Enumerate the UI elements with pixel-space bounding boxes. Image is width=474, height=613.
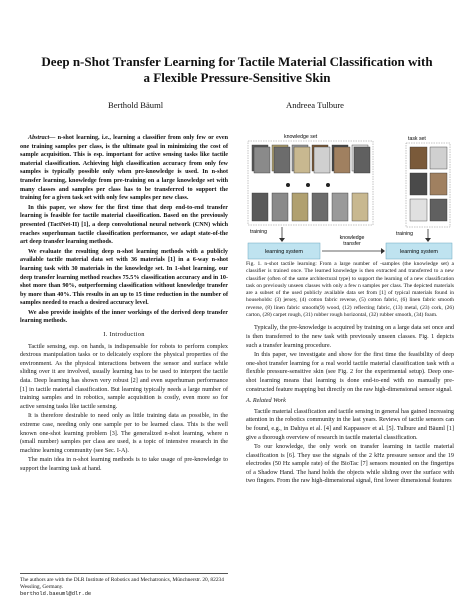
dot-2 bbox=[306, 183, 310, 187]
left-column bbox=[20, 134, 228, 475]
knowledge-set-label: knowledge set bbox=[284, 134, 318, 140]
title-line-1: Deep n-Shot Transfer Learning for Tactile Material Classification with bbox=[41, 54, 433, 69]
abstract-p2: In this paper, we show for the first time that deep end-to-end transfer learning is feasible for tactile material classification. Based on the previously presented (TactNet-II) [1], a deep convolutional neural network (CNN) which reaches superhuman tactile classification performance, we adapt state-of-the art deep transfer learning methods. bbox=[20, 204, 228, 246]
material-tile bbox=[314, 147, 330, 173]
title-line-2: a Flexible Pressure-Sensitive Skin bbox=[143, 70, 331, 85]
intro-p3: The main idea in n-shot learning methods is to take usage of pre-knowledge to support the learning task at hand. bbox=[20, 457, 228, 472]
subsection-related-work: A. Related Work bbox=[246, 398, 286, 405]
intro-p2: It is therefore desirable to need only as little training data as possible, in the extreme case, needing only one sample per to be learned class. This is the well known one-shot learning problem [3]. The generalized n-shot learning, where n (small number) samples per class are used, is a topic of intensive research in the machine learning community (see Sec. I-A). bbox=[20, 413, 228, 454]
right-p3: Tactile material classification and tactile sensing in general has gained increasing attention in the robotics community in the last years. Reviews of tactile sensors can be found, e.g., in Dahiya et al. [4] and Kappassov et al. [5]. Tulbure and Bäuml [1] give a thorough overview of research in tactile material classification. bbox=[246, 408, 454, 441]
figure-1-caption: Fig. 1. n-shot tactile learning: From a large number of -samples (the knowledge set) a classifier is trained once. The learned knowledge is then extracted and transferred to a new classifier (often of the same architectural type) to support the learning of a new classification task on previously unseen classes with only a few n samples per class. The depicted materials are a subset of the used publicly available data set from [1] of typical materials found in households: (3) jersey, (4) cotton fabric reverse, (5) cotton fabric, (6) linen fabric smooth reverse, (8) linen fabric smooth(9) wood, (12) reflecting fabric, (13) metal, (23) cork, (26) carton, (28) carpet rough, (31) rubber rough horizontal, (32) rubber smooth, (34) foam. bbox=[246, 261, 454, 319]
learning-system-label-left: learning system bbox=[265, 249, 303, 255]
right-p4: To our knowledge, the only work on transfer learning in tactile material classification is [6]. They use the signals of the 2 kHz pressure sensor and the 19 electrodes (50 Hz sample rate) of the BioTac [7] sensors mounted on the fingertips of a Shadow Hand. The hand holds the objects while sliding over the surface with two fingers. From the raw high-dimensional signal, first lower dimensional features bbox=[246, 444, 454, 485]
material-tile bbox=[430, 173, 447, 195]
material-tile bbox=[312, 193, 328, 221]
abstract-p4: We also provide insights of the inner workings of the derived deep transfer learning methods. bbox=[20, 309, 228, 325]
material-tile bbox=[430, 147, 447, 169]
material-tile bbox=[410, 199, 427, 221]
material-tile bbox=[334, 147, 350, 173]
abstract-p1 bbox=[20, 134, 228, 203]
knowledge-transfer-label-1: knowledge bbox=[339, 235, 365, 241]
figure-1-diagram bbox=[246, 133, 454, 261]
figure-1 bbox=[246, 133, 454, 261]
training-label-right: training bbox=[396, 231, 414, 237]
material-tile bbox=[410, 173, 427, 195]
dot-1 bbox=[286, 183, 290, 187]
material-tile bbox=[430, 199, 447, 221]
material-tile bbox=[254, 147, 270, 173]
footnote-email: berthold.baeuml@dlr.de bbox=[20, 591, 92, 597]
material-tile bbox=[252, 193, 268, 221]
material-tile bbox=[410, 147, 427, 169]
footnote-affiliation: The authors are with the DLR Institute of Robotics and Mechatronics, Münchnerstr. 20, 82234 Wessling, Germany. bbox=[20, 577, 224, 590]
intro-p1: Tactile sensing, esp. on hands, is indispensable for robots to perform complex dextrous manipulation tasks or to delicately explore the physical properties of the environment. As the physical interactions between the sensor and surface while sliding over it are involved, usually learning has to be used to interpret the tactile data. Deep learning has shown very robust [2] and even superhuman performance [1] in tactile material classification. But learning typically needs a large number of training samples and in robotics, sample acquisition is costly, even more so for active sensing tasks like tactile sensing. bbox=[20, 343, 228, 410]
material-tile bbox=[332, 193, 348, 221]
material-tile bbox=[294, 147, 310, 173]
right-p1: Typically, the pre-knowledge is acquired by training on a large data set once and is then transferred to the new task with previously unseen classes. Fig. 1 depicts such a transfer learning procedure. bbox=[246, 325, 454, 349]
right-column bbox=[246, 133, 454, 487]
material-tile bbox=[272, 193, 288, 221]
material-tiles bbox=[252, 145, 447, 221]
right-p2: In this paper, we investigate and show for the first time the feasibility of deep one-shot transfer learning for a real world tactile material classification task with a flexible pressure-sensitive skin (see Fig. 2 for the experimental setup). Deep one-shot learning means that learning is done end-to-end with no manually pre-constructed feature mapping but directly on the raw high-dimensional sensor signal. bbox=[246, 352, 454, 393]
author-2: Andreea Tulbure bbox=[286, 100, 344, 110]
knowledge-transfer-label-2: transfer bbox=[343, 241, 361, 247]
author-1: Berthold Bäuml bbox=[108, 100, 164, 110]
material-tile bbox=[274, 147, 290, 173]
dot-3 bbox=[326, 183, 330, 187]
paper-title bbox=[20, 54, 454, 86]
abstract-text-1: — n-shot learning, i.e., learning a classifier from only few or even one training samples per class, is the ultimate goal in minimizing the cost of sample acquisition. This is esp. important for active sensing tasks like tactile material classification. Achieving high classification accuracy from only few samples is typically possible only when pre-knowledge is used. In n-shot transfer learning, knowledge from pre-training on a large knowledge set with many classes and samples per class has to be transferred to support the training for a given task set with only few samples per new class. bbox=[20, 135, 228, 202]
section-heading-introduction: I. Introduction bbox=[103, 331, 145, 339]
abstract-label: Abstract bbox=[28, 135, 50, 141]
footnote bbox=[20, 573, 228, 598]
material-tile bbox=[354, 147, 370, 173]
material-tile bbox=[352, 193, 368, 221]
training-label-left: training bbox=[250, 229, 268, 235]
learning-system-label-right: learning system bbox=[400, 249, 438, 255]
abstract-p3: We evaluate the resulting deep n-shot learning methods with a publicly available tactile material data set with 36 materials [1] in a 6-way n-shot learning task with 30 materials in the knowledge set. In 1-shot learning, our deep transfer learning method reaches 75.5% classification accuracy and in 10-shot more than 90%, outperforming classification without knowledge transfer by more than 40%. This results in an up to 15 time reduction in the number of samples needed to reach a desired accuracy level. bbox=[20, 248, 228, 307]
material-tile bbox=[292, 193, 308, 221]
task-set-label: task set bbox=[408, 136, 426, 142]
